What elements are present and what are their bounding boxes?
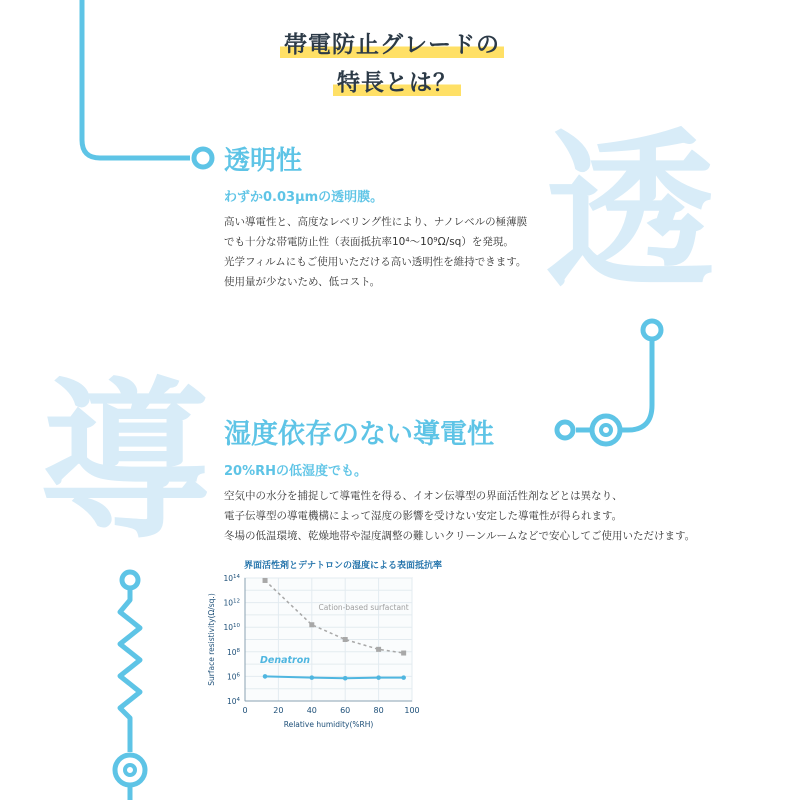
y-tick-label: $10^{14}$ [223, 574, 240, 583]
y-tick-label: $10^6$ [226, 672, 240, 682]
body-line: でも十分な帯電防止性（表面抵抗率10⁴〜10⁹Ω/sq）を発現。 [224, 236, 514, 248]
body-line: 使用量が少ないため、低コスト。 [224, 276, 381, 288]
body-line: 冬場の低温環境、乾燥地帯や湿度調整の難しいクリーンルームなどで安心してご使用いただけます。 [224, 530, 696, 542]
y-tick-label: $10^{10}$ [223, 623, 240, 633]
body-line: 光学フィルムにもご使用いただける高い透明性を維持できます。 [224, 256, 527, 268]
series-label-surfactant: Cation-based surfactant [318, 602, 409, 612]
x-tick-label: 20 [273, 706, 284, 715]
data-point [310, 675, 315, 680]
section-title-transparency: 透明性 [224, 146, 303, 176]
background-character-conductivity: 導 [40, 364, 211, 562]
data-point [263, 674, 268, 679]
section-body-transparency [224, 212, 527, 292]
x-tick-label: 0 [242, 706, 248, 715]
page-title-line1: 帯電防止グレードの [280, 26, 504, 59]
data-point [263, 578, 268, 583]
chart-title: 界面活性剤とデナトロンの湿度による表面抵抗率 [244, 561, 443, 571]
data-point [376, 647, 381, 652]
x-axis-label: Relative humidity(%RH) [283, 720, 374, 729]
y-axis-label: Surface resistivity(Ω/sq.) [207, 593, 216, 686]
x-tick-label: 100 [404, 706, 420, 715]
data-point [376, 675, 381, 680]
humidity-resistivity-chart [200, 568, 440, 740]
x-tick-label: 60 [340, 706, 351, 715]
body-line: 高い導電性と、高度なレベリング性により、ナノレベルの極薄膜 [224, 216, 528, 228]
series-label-denatron: Denatron [260, 654, 311, 666]
data-point [343, 637, 348, 642]
y-tick-label: $10^8$ [226, 647, 240, 657]
section-title-conductivity: 湿度依存のない導電性 [224, 419, 494, 450]
background-character-transparency: 透 [545, 114, 716, 312]
data-point [401, 651, 406, 656]
x-tick-label: 40 [306, 706, 317, 715]
section-subtitle-conductivity: 20%RHの低湿度でも。 [224, 464, 368, 479]
y-tick-label: $10^{12}$ [223, 598, 240, 608]
data-point [343, 676, 348, 681]
section-body-conductivity [224, 486, 695, 546]
y-tick-label: $10^4$ [226, 697, 240, 706]
data-point [401, 675, 406, 680]
page-title-line2: 特長とは？ [333, 64, 461, 97]
data-point [309, 622, 314, 627]
body-line: 電子伝導型の導電機構によって湿度の影響を受けない安定した導電性が得られます。 [224, 510, 623, 522]
body-line: 空気中の水分を捕捉して導電性を得る、イオン伝導型の界面活性剤などとは異なり、 [224, 490, 623, 502]
section-subtitle-transparency: わずか0.03μmの透明膜。 [224, 190, 384, 205]
x-tick-label: 80 [373, 706, 384, 715]
